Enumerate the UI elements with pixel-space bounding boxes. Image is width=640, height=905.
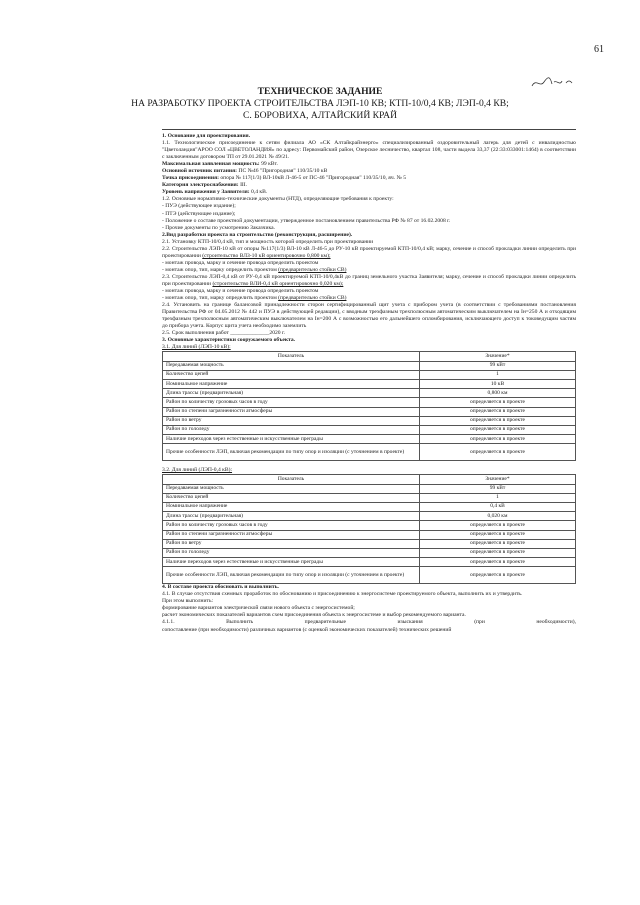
- document-body: [162, 133, 576, 634]
- paragraph-4-1-1: 4.1.1. Выполнить предварительные изыскания (при необходимости),: [162, 619, 576, 626]
- column-header-value: Значение*: [420, 475, 576, 484]
- table-2-caption: 3.2. Для линий (ЛЭП-0,4 кВ):: [162, 467, 233, 474]
- table-1-caption: 3.1. Для линий (ЛЭП-10 кВ):: [162, 344, 231, 351]
- table-row: [163, 512, 576, 521]
- table-row: [163, 361, 576, 370]
- table-cell-indicator: Номинальное напряжение: [163, 380, 420, 389]
- table-cell-indicator: Район по степени загрязненности атмосферы: [163, 530, 420, 539]
- power-source-line: Основной источник питания: ПС №46 "Пригородная" 110/35/10 кВ: [162, 168, 328, 175]
- table-row: [163, 389, 576, 398]
- max-power-line: Максимальная заявленная мощность: 99 кВт.: [162, 161, 278, 168]
- paragraph-2-5: 2.5. Срок выполнения работ ______________2020 г.: [162, 330, 286, 337]
- table-row: [163, 558, 576, 567]
- table-cell-indicator: Наличие переходов через естественные и искусственные преграды: [163, 558, 420, 567]
- table-row: [163, 567, 576, 584]
- table-cell-value: определяется в проекте: [420, 407, 576, 416]
- table-cell-indicator: Район по гололеду: [163, 548, 420, 557]
- table-cell-indicator: Район по количеству грозовых часов в году: [163, 521, 420, 530]
- table-row: [163, 493, 576, 502]
- table-row: [163, 484, 576, 493]
- table-cell-value: 0,800 км: [420, 389, 576, 398]
- ntd-list-item: - Положение о составе проектной документации, утвержденное постановлением правительства РФ № 87 от 16.02.2008 г.: [162, 217, 451, 224]
- table-row: [163, 521, 576, 530]
- table-header-row: [163, 352, 576, 361]
- table-row: [163, 416, 576, 425]
- table-cell-indicator: Район по степени загрязненности атмосферы: [163, 407, 420, 416]
- column-header-value: Значение*: [420, 352, 576, 361]
- table-cell-value: 0,020 км: [420, 512, 576, 521]
- paragraph-1-2: 1.2. Основные нормативно-технические документы (НТД), определяющие требования к проекту:: [162, 196, 394, 203]
- table-cell-indicator: Прочие особенности ЛЭП, включая рекомендации по типу опор и изоляции (с уточнением в проекте): [163, 567, 420, 584]
- column-header-indicator: Показатель: [163, 352, 420, 361]
- paragraph-4-1-1-cont: сопоставление (при необходимости) различных вариантов (с оценкой экономических показателей) технических решений: [162, 626, 452, 633]
- table-row: [163, 407, 576, 416]
- table-cell-indicator: Район по ветру: [163, 416, 420, 425]
- paragraph-2-1: 2.1. Установку КТП-10/0,4 кВ, тип и мощность которой определить при проектировании: [162, 238, 374, 245]
- document-location: С. БОРОВИХА, АЛТАЙСКИЙ КРАЙ: [242, 109, 398, 121]
- section-1-heading: 1. Основание для проектирования.: [162, 133, 251, 139]
- table-cell-value: определяется в проекте: [420, 530, 576, 539]
- paragraph-2-2: 2.2. Строительство ЛЭП-10 кВ от опоры №117(1/3) ВЛ-10 кВ Л-46-5 до РУ-10 кВ проектируемой КТП-10/0,4 кВ; марку, сечение и способ прокладки линии определить при проектировании (строительство ВЛЗ-10 кВ ориентировочно 0,800 км);: [162, 245, 576, 259]
- table-cell-indicator: Район по ветру: [163, 539, 420, 548]
- ntd-list-item: - ПТЭ (действующее издание);: [162, 210, 236, 217]
- table-cell-value: определяется в проекте: [420, 521, 576, 530]
- table-cell-indicator: Количество цепей: [163, 493, 420, 502]
- table-row: [163, 398, 576, 407]
- table-cell-value: 10 кВ: [420, 380, 576, 389]
- table-cell-indicator: Количество цепей: [163, 370, 420, 379]
- table-cell-value: определяется в проекте: [420, 539, 576, 548]
- table-row: [163, 380, 576, 389]
- voltage-level-line: Уровень напряжения у Заявителя: 0,4 кВ.: [162, 189, 268, 196]
- table-cell-value: определяется в проекте: [420, 567, 576, 584]
- ntd-list-item: - ПУЭ (действующее издание);: [162, 203, 236, 210]
- paragraph-4-1: 4.1. В случае отсутствия схемных проработок по обоснованию и присоединению к энергосистеме проектируемого объекта, выполнить их и утвердить.: [162, 591, 523, 598]
- supply-category-line: Категория электроснабжения: III.: [162, 182, 248, 189]
- table-cell-indicator: Длина трассы (предварительная): [163, 389, 420, 398]
- table-cell-value: определяется в проекте: [420, 398, 576, 407]
- paragraph-2-4: 2.4. Установить на границе балансовой принадлежности сторон сертифицированный щит учета с прибором учета (в соответствии с требованиями постановления Правительства РФ от 04.05.2012 № 442 и ПУЭ в действующей редакции), с вводным трехфазным трехполюсным автоматическим выключателем на Iн=250 А и отходящим трехфазным трехполюсным автоматическим выключателем на Iн=200 А с возможностью его дальнейшего опломбирования, исключающего доступ к токоведущим частям до прибора учета. Корпус щита учета необходимо заземлить: [162, 302, 576, 330]
- table-cell-indicator: Наличие переходов через естественные и искусственные преграды: [163, 435, 420, 444]
- table-row: [163, 435, 576, 444]
- document-subtitle: НА РАЗРАБОТКУ ПРОЕКТА СТРОИТЕЛЬСТВА ЛЭП-10 КВ; КТП-10/0,4 КВ; ЛЭП-0,4 КВ;: [131, 98, 509, 109]
- table-row: [163, 425, 576, 434]
- table-row: [163, 444, 576, 461]
- section-2-heading: 2.Вид разработки проекта на строительство (реконструкция, расширение).: [162, 231, 353, 238]
- spec-table-04kv: [162, 474, 576, 584]
- table-row: [163, 539, 576, 548]
- table-row: [163, 548, 576, 557]
- spec-table-10kv: [162, 351, 576, 461]
- mount-wire-line: - монтаж провода, марку и сечение провода определить проектом: [162, 259, 319, 266]
- ntd-list-item: - Прочие документы по усмотрению Заказчика.: [162, 224, 275, 231]
- table-cell-value: определяется в проекте: [420, 548, 576, 557]
- table-cell-indicator: Передаваемая мощность: [163, 361, 420, 370]
- header-divider: [162, 129, 576, 130]
- paragraph-calculation: расчет экономических показателей вариантов схем присоединения объекта к энергосистеме и выбор рекомендуемого варианта.: [162, 612, 466, 619]
- mount-poles-line: - монтаж опор, тип, марку определить проектом (предварительно стойки СВ): [162, 295, 347, 302]
- table-cell-value: определяется в проекте: [420, 416, 576, 425]
- table-cell-value: 1: [420, 370, 576, 379]
- table-cell-value: 1: [420, 493, 576, 502]
- mount-poles-line: - монтаж опор, тип, марку определить проектом (предварительно стойки СВ): [162, 266, 347, 273]
- mount-wire-line: - монтаж провода, марку и сечение провода определить проектом: [162, 288, 319, 295]
- table-cell-value: 99 кВт: [420, 484, 576, 493]
- document-header: [0, 86, 640, 121]
- table-cell-indicator: Район по количеству грозовых часов в году: [163, 398, 420, 407]
- section-4-heading: 4. В составе проекта обосновать и выполнить.: [162, 584, 279, 591]
- table-row: [163, 370, 576, 379]
- table-cell-value: 0,4 кВ: [420, 502, 576, 511]
- table-cell-indicator: Район по гололеду: [163, 425, 420, 434]
- document-title: ТЕХНИЧЕСКОЕ ЗАДАНИЕ: [257, 86, 383, 97]
- table-cell-value: определяется в проекте: [420, 444, 576, 461]
- table-cell-indicator: Прочие особенности ЛЭП, включая рекомендации по типу опор и изоляции (с уточнением в проекте): [163, 444, 420, 461]
- table-header-row: [163, 475, 576, 484]
- table-row: [163, 502, 576, 511]
- column-header-indicator: Показатель: [163, 475, 420, 484]
- paragraph-1-1: 1.1. Технологическое присоединение к сетям филиала АО «СК Алтайкрайэнерго» специализированный оздоровительный лагерь для детей с инвалидностью "Цветоландия"АРОО СОЛ «ЦВЕТОЛАНДИЯ» по адресу: Первомайский район, Озерское лесничество, квартал 108, части выдела 33,37 (22:33:033001:1464) в соответствии с заключенным договором ТП от 29.01.2021 № 49/21.: [162, 140, 576, 161]
- table-cell-indicator: Передаваемая мощность: [163, 484, 420, 493]
- paragraph-formation: формирование вариантов электрической связи нового объекта с энергосистемой;: [162, 605, 355, 612]
- table-row: [163, 530, 576, 539]
- table-cell-value: определяется в проекте: [420, 425, 576, 434]
- section-3-heading: 3. Основные характеристики сооружаемого объекта.: [162, 337, 296, 344]
- table-cell-value: определяется в проекте: [420, 558, 576, 567]
- connection-point-line: Точка присоединения: опора № 117(1/3) ВЛ-10кВ Л-46-5 от ПС-46 "Пригородная" 110/35/10, яч. № 5: [162, 175, 407, 182]
- page-number: 61: [594, 44, 604, 55]
- table-cell-value: определяется в проекте: [420, 435, 576, 444]
- table-cell-indicator: Номинальное напряжение: [163, 502, 420, 511]
- paragraph-2-3: 2.3. Строительство ЛЭП-0,4 кВ от РУ-0,4 кВ проектируемой КТП-10/0,4кВ до границ земельного участка Заявителя; марку, сечение и способ прокладки линии определить при проектировании (строительство ВЛИ-0,4 кВ ориентировочно 0,020 км);: [162, 273, 576, 287]
- table-cell-indicator: Длина трассы (предварительная): [163, 512, 420, 521]
- paragraph-execute: При этом выполнить:: [162, 598, 214, 605]
- table-cell-value: 99 кВт: [420, 361, 576, 370]
